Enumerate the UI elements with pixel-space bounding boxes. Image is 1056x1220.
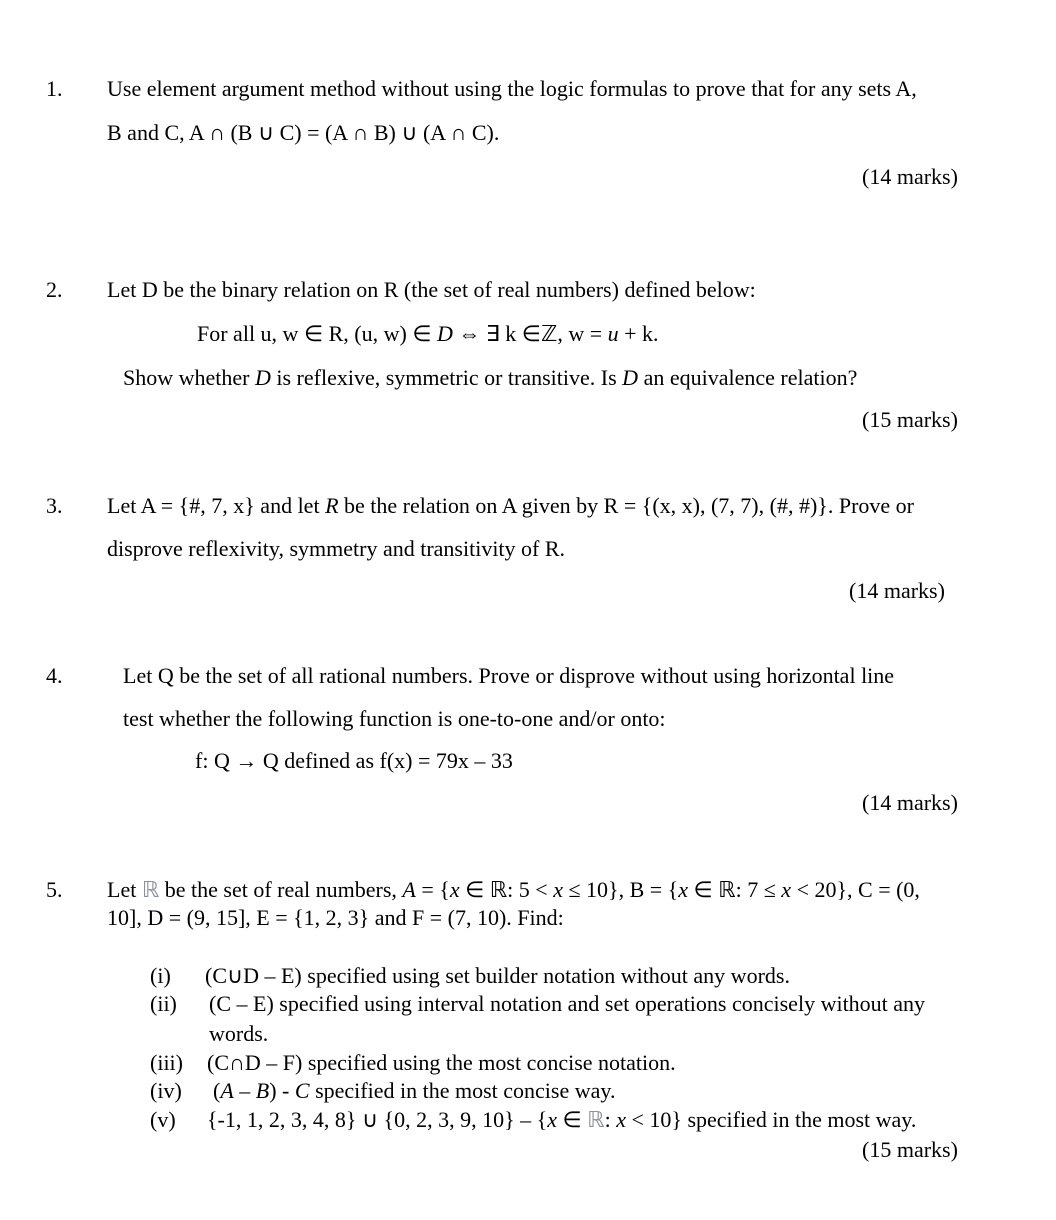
question-text-line: Show whether D is reflexive, symmetric or transitive. Is D an equivalence relation? [123, 365, 858, 390]
part-text: (C∩D – F) specified using the most concise notation. [207, 1050, 676, 1075]
part-text: {-1, 1, 2, 3, 4, 8} ∪ {0, 2, 3, 9, 10} – {x ∈ ℝ: x < 10} specified in the most way. [207, 1107, 917, 1132]
part-label: (i) [150, 963, 171, 988]
part-label: (ii) [150, 991, 177, 1016]
question-text-line: 10], D = (9, 15], E = {1, 2, 3} and F = (7, 10). Find: [107, 905, 564, 930]
question-text-line: Let A = {#, 7, x} and let R be the relation on A given by R = {(x, x), (7, 7), (#, #)}. Prove or [107, 493, 914, 518]
part-label: (iv) [150, 1078, 182, 1103]
question-text-line: Let D be the binary relation on R (the set of real numbers) defined below: [107, 277, 756, 302]
part-text: (A – B) - C specified in the most concise way. [213, 1078, 616, 1103]
question-number: 2. [46, 277, 63, 302]
question-text-line: Let Q be the set of all rational numbers. Prove or disprove without using horizontal line [123, 663, 895, 688]
question-number: 3. [46, 493, 63, 518]
question-number: 5. [46, 877, 63, 902]
question-text-line: disprove reflexivity, symmetry and transitivity of R. [107, 536, 566, 561]
question-text-line: Use element argument method without using the logic formulas to prove that for any sets A, [107, 76, 917, 101]
marks-label: (14 marks) [862, 790, 958, 815]
marks-label: (15 marks) [862, 1137, 958, 1162]
question-number: 1. [46, 76, 63, 101]
question-number: 4. [46, 663, 63, 688]
question-text-line: Let ℝ be the set of real numbers, A = {x ∈ ℝ: 5 < x ≤ 10}, B = {x ∈ ℝ: 7 ≤ x < 20}, C = (0, [107, 877, 920, 902]
relation-definition: For all u, w ∈ R, (u, w) ∈ D ⇔ ∃ k ∈ℤ, w = u + k. [197, 321, 659, 346]
part-text-continued: words. [209, 1021, 269, 1046]
question-text-line: B and C, A ∩ (B ∪ C) = (A ∩ B) ∪ (A ∩ C). [107, 120, 500, 145]
function-definition: f: Q → Q defined as f(x) = 79x – 33 [195, 748, 513, 773]
marks-label: (15 marks) [862, 407, 958, 432]
part-text: (C – E) specified using interval notation and set operations concisely without any [209, 991, 926, 1016]
part-text: (C∪D – E) specified using set builder notation without any words. [205, 963, 790, 988]
marks-label: (14 marks) [862, 164, 958, 189]
question-text-line: test whether the following function is one-to-one and/or onto: [123, 706, 666, 731]
part-label: (v) [150, 1107, 176, 1132]
marks-label: (14 marks) [849, 578, 945, 603]
part-label: (iii) [150, 1050, 183, 1075]
